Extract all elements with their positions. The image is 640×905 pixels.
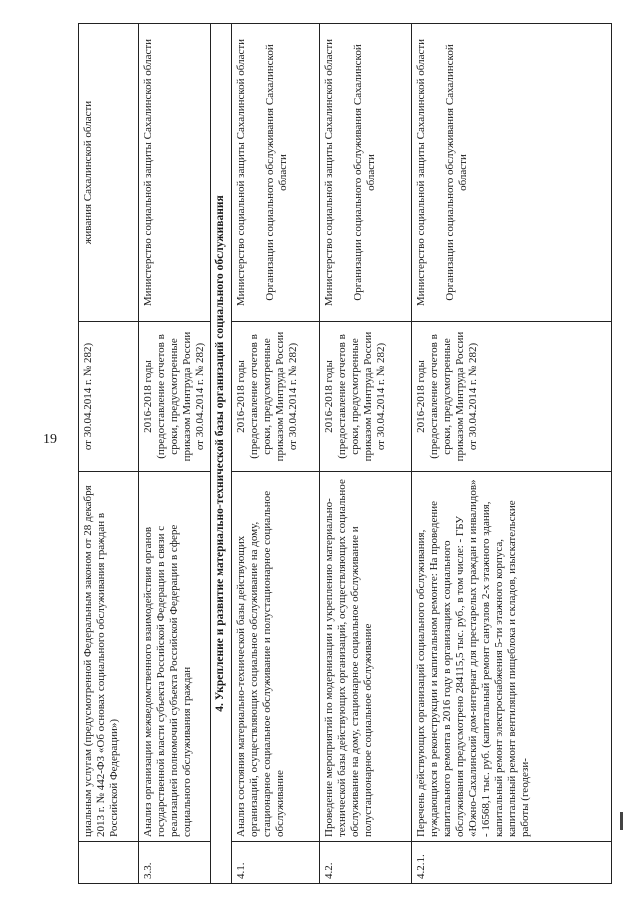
responsible-secondary: Организации социального обслуживания Сахалинской области [263, 44, 289, 301]
row-description: Перечень действующих организаций социального обслуживания, нуждающихся в реконструкции и капитальном ремонте: На проведение капитального ремонта в 2016 году в организациях социального обслуживания предусмотрено 284115,5 тыс. руб., в том числе: - ГБУ «Южно-Сахалинский дом-интернат для престарелых граждан и инвалидов» - 16568,1 тыс. руб. (капитальный ремонт санузлов 2-х этажного здания, капитальный ремонт электроснабжения 5-ти этажного корпуса, капитальный ремонт вентиляции пищеблока и складов, изыскательские работы (геодези- [411, 472, 611, 842]
responsible-primary: живания Сахалинской области [82, 100, 94, 245]
table-row [231, 24, 319, 884]
section-heading: 4. Укрепление и развитие материально-технической базы организаций социального обслуживания [211, 24, 232, 884]
table-row [139, 24, 211, 884]
row-deadline: от 30.04.2014 г. № 282) [79, 322, 139, 472]
row-responsible [319, 24, 411, 322]
row-deadline: 2016-2018 годы (предоставление отчетов в сроки, предусмотренные приказом Минтруда России от 30.04.2014 г. № 282) [139, 322, 211, 472]
row-deadline: 2016-2018 годы (предоставление отчетов в сроки, предусмотренные приказом Минтруда России от 30.04.2014 г. № 282) [411, 322, 611, 472]
responsible-primary: Министерство социальной защиты Сахалинской области [234, 38, 247, 307]
row-number: 4.2. [319, 842, 411, 884]
row-description: Анализ состояния материально-технической базы действующих организаций, осуществляющих социальное обслуживание на дому, стационарное социальное обслуживание и полустационарное социальное обслуживание [231, 472, 319, 842]
responsible-secondary: Организации социального обслуживания Сахалинской области [351, 44, 377, 301]
row-responsible [411, 24, 611, 322]
scan-edge-mark [620, 812, 623, 830]
responsible-primary: Министерство социальной защиты Сахалинской области [322, 38, 335, 307]
section-heading-row [211, 24, 232, 884]
rotated-table-container [78, 24, 612, 884]
row-deadline: 2016-2018 годы (предоставление отчетов в сроки, предусмотренные приказом Минтруда России от 30.04.2014 г. № 282) [231, 322, 319, 472]
row-description: циальным услугам (предусмотренной Федеральным законом от 28 декабря 2013 г. № 442-ФЗ «Об основах социального обслуживания граждан в Российской Федерации») [79, 472, 139, 842]
responsible-primary: Министерство социальной защиты Сахалинской области [142, 38, 155, 307]
row-responsible [139, 24, 211, 322]
table-row [411, 24, 611, 884]
table-row [319, 24, 411, 884]
row-deadline: 2016-2018 годы (предоставление отчетов в сроки, предусмотренные приказом Минтруда России от 30.04.2014 г. № 282) [319, 322, 411, 472]
row-number: 4.1. [231, 842, 319, 884]
row-responsible [231, 24, 319, 322]
row-description: Проведение мероприятий по модернизации и укреплению материально-технической базы действующих организаций, осуществляющих социальное обслуживание на дому, стационарное социальное обслуживание и полустационарное социальное обслуживание [319, 472, 411, 842]
responsible-secondary: Организации социального обслуживания Сахалинской области [443, 44, 469, 301]
table-row [79, 24, 139, 884]
measures-table [78, 23, 612, 884]
row-number [79, 842, 139, 884]
row-responsible [79, 24, 139, 322]
responsible-primary: Министерство социальной защиты Сахалинской области [414, 38, 427, 307]
row-number: 3.3. [139, 842, 211, 884]
page-number: 19 [43, 432, 57, 447]
row-number: 4.2.1. [411, 842, 611, 884]
row-description: Анализ организации межведомственного взаимодействия органов государственной власти субъекта Российской Федерации в связи с реализацией полномочий субъекта Российской Федерации в сфере социального обслуживания граждан [139, 472, 211, 842]
